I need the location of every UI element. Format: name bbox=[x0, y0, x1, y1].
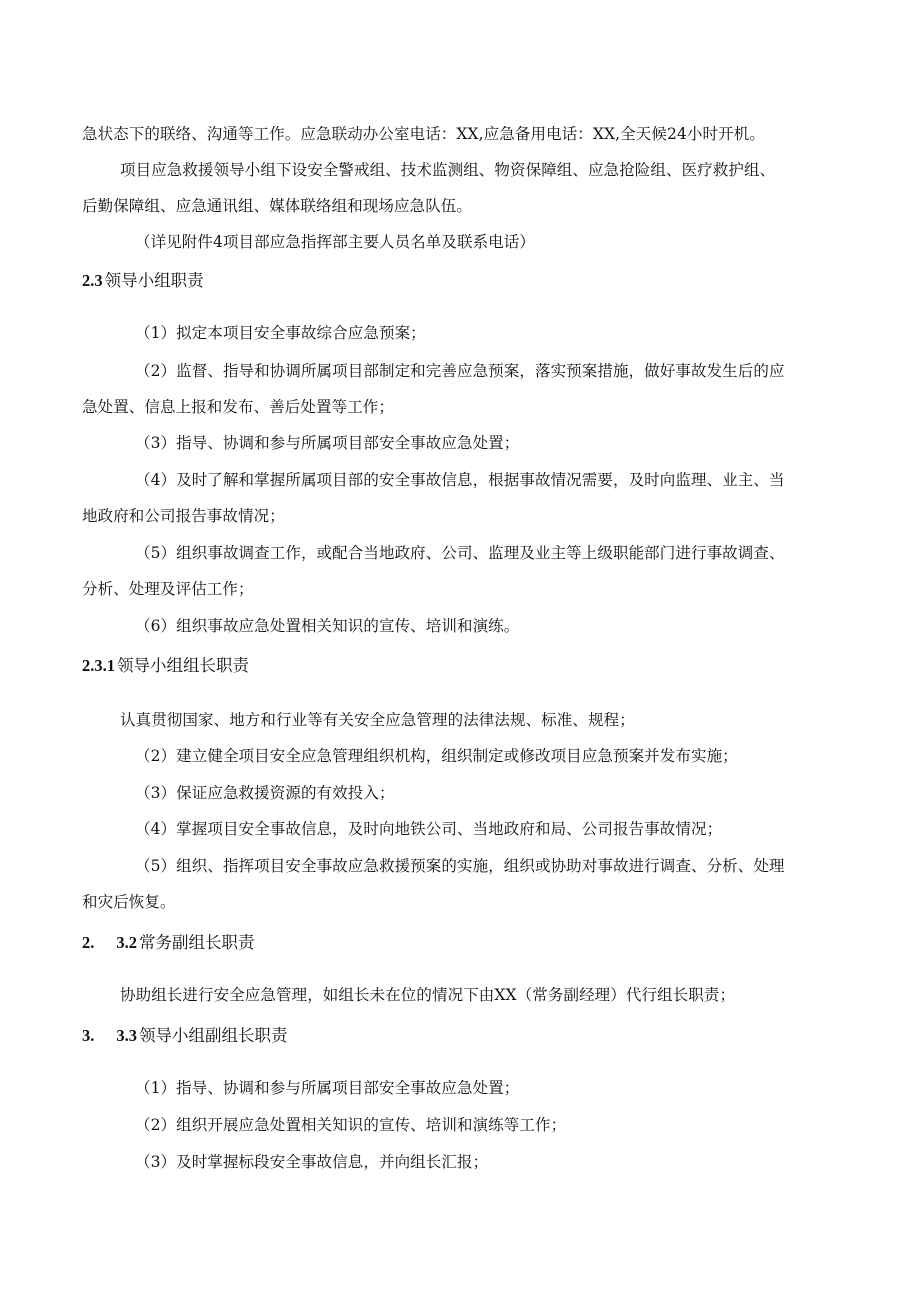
section-2-3-item-1: （1）拟定本项目安全事故综合应急预案； bbox=[135, 324, 426, 342]
section-2-3-2-heading bbox=[82, 932, 255, 954]
section-2-3-1-item-5b: 和灾后恢复。 bbox=[82, 893, 176, 911]
section-2-3-3-title: 领导小组副组长职责 bbox=[139, 1026, 288, 1045]
intro-line-3: 后勤保障组、应急通讯组、媒体联络组和现场应急队伍。 bbox=[82, 197, 473, 215]
section-2-3-1-title: 领导小组组长职责 bbox=[117, 656, 249, 675]
section-2-3-2-title: 常务副组长职责 bbox=[139, 933, 255, 952]
section-2-3-1-number: 2.3.1 bbox=[82, 656, 115, 675]
section-2-3-item-5a: （5）组织事故调查工作，或配合当地政府、公司、监理及业主等上级职能部门进行事故调查、 bbox=[135, 544, 785, 562]
section-2-3-item-6: （6）组织事故应急处置相关知识的宣传、培训和演练。 bbox=[135, 617, 520, 635]
section-2-3-1-heading bbox=[82, 655, 249, 677]
section-2-3-2-prefix: 2. bbox=[82, 933, 95, 952]
section-2-3-1-item-5a: （5）组织、指挥项目安全事故应急救援预案的实施，组织或协助对事故进行调查、分析、处理 bbox=[135, 857, 785, 875]
section-2-3-item-4a: （4）及时了解和掌握所属项目部的安全事故信息，根据事故情况需要，及时向监理、业主、当 bbox=[135, 471, 785, 489]
section-2-3-2-body: 协助组长进行安全应急管理，如组长未在位的情况下由XX（常务副经理）代行组长职责； bbox=[120, 986, 736, 1004]
section-2-3-item-2a: （2）监督、指导和协调所属项目部制定和完善应急预案，落实预案措施，做好事故发生后的应 bbox=[135, 362, 785, 380]
section-2-3-3-item-2: （2）组织开展应急处置相关知识的宣传、培训和演练等工作； bbox=[135, 1116, 567, 1134]
section-2-3-3-item-1: （1）指导、协调和参与所属项目部安全事故应急处置； bbox=[135, 1079, 520, 1097]
section-2-3-item-5b: 分析、处理及评估工作； bbox=[82, 580, 254, 598]
section-2-3-1-item-3: （3）保证应急救援资源的有效投入； bbox=[135, 784, 395, 802]
section-2-3-3-item-3: （3）及时掌握标段安全事故信息，并向组长汇报； bbox=[135, 1153, 489, 1171]
intro-line-1: 急状态下的联络、沟通等工作。应急联动办公室电话：XX,应急备用电话：XX,全天候24小时开机。 bbox=[82, 125, 765, 143]
section-2-3-item-4b: 地政府和公司报告事故情况； bbox=[82, 507, 285, 525]
intro-line-2: 项目应急救援领导小组下设安全警戒组、技术监测组、物资保障组、应急抢险组、医疗救护组、 bbox=[120, 161, 776, 179]
section-2-3-item-2b: 急处置、信息上报和发布、善后处置等工作； bbox=[82, 398, 395, 416]
section-2-3-title: 领导小组职责 bbox=[104, 271, 204, 290]
section-2-3-1-item-1: 认真贯彻国家、地方和行业等有关安全应急管理的法律法规、标准、规程； bbox=[120, 711, 635, 729]
section-2-3-3-heading bbox=[82, 1025, 288, 1047]
section-2-3-3-prefix: 3. bbox=[82, 1026, 95, 1045]
section-2-3-heading bbox=[82, 270, 204, 292]
section-2-3-number: 2.3 bbox=[82, 271, 103, 290]
section-2-3-1-item-4: （4）掌握项目安全事故信息，及时向地铁公司、当地政府和局、公司报告事故情况； bbox=[135, 820, 723, 838]
section-2-3-1-item-2: （2）建立健全项目安全应急管理组织机构，组织制定或修改项目应急预案并发布实施； bbox=[135, 747, 738, 765]
section-2-3-2-number: 3.2 bbox=[116, 933, 137, 952]
section-2-3-3-number: 3.3 bbox=[116, 1026, 137, 1045]
section-2-3-item-3: （3）指导、协调和参与所属项目部安全事故应急处置； bbox=[135, 434, 520, 452]
intro-note: （详见附件4项目部应急指挥部主要人员名单及联系电话） bbox=[135, 233, 535, 251]
